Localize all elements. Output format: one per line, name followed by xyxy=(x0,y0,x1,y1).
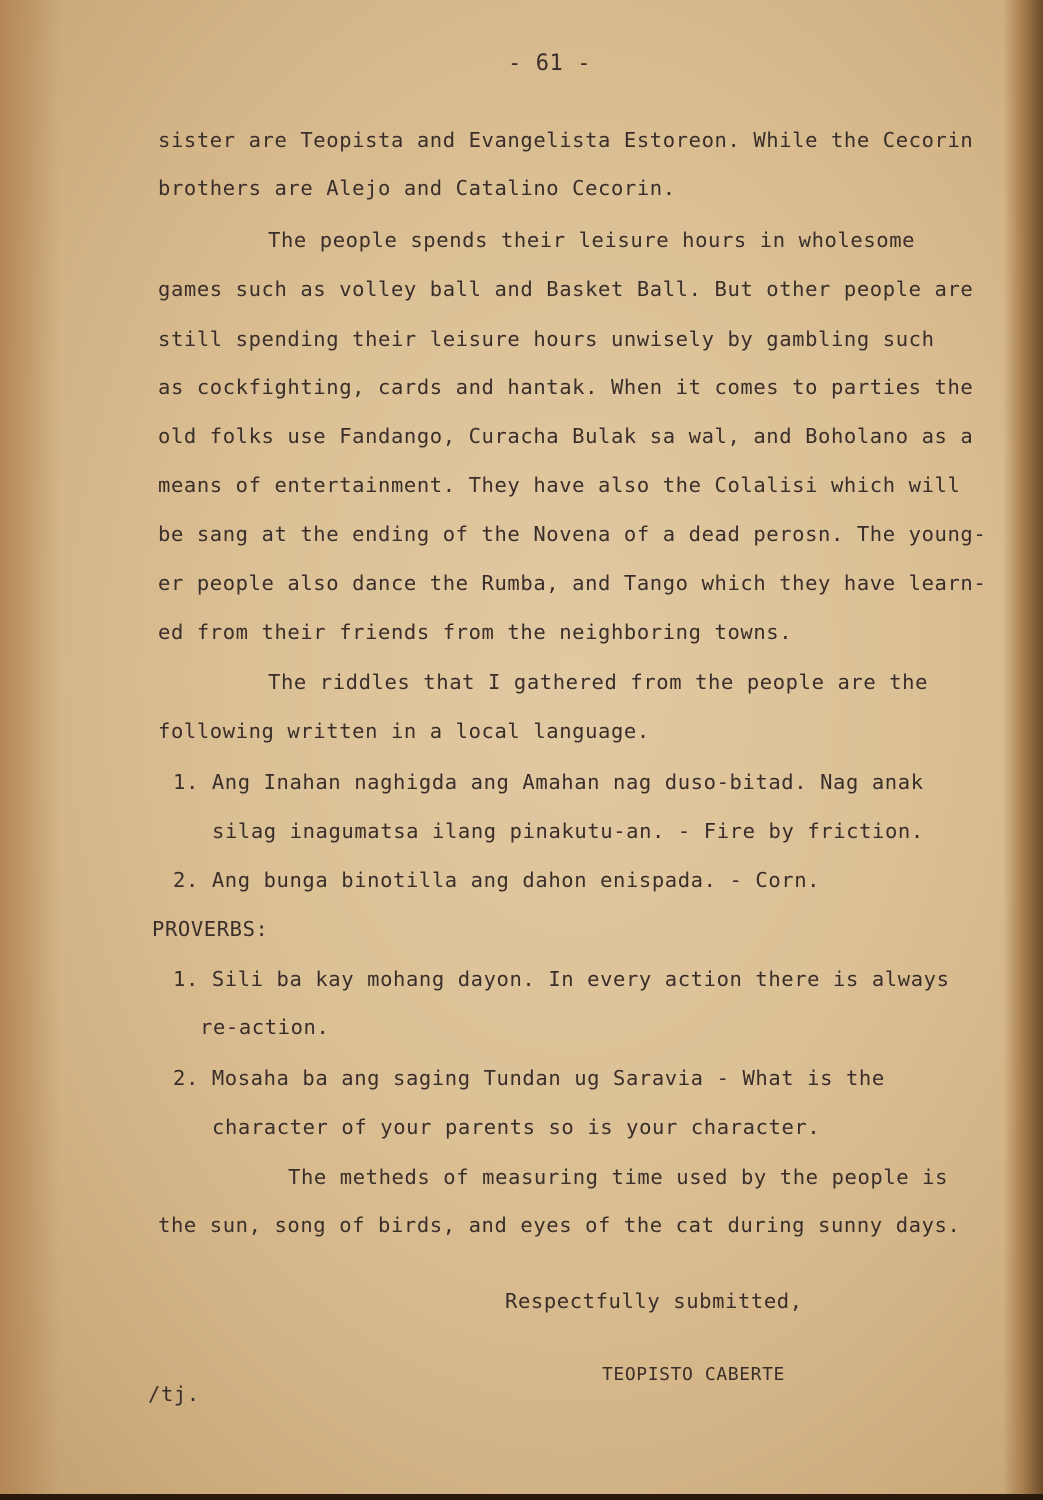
paragraph-line: brothers are Alejo and Catalino Cecorin. xyxy=(158,176,676,200)
paragraph-line: ed from their friends from the neighboring towns. xyxy=(158,620,793,644)
paragraph-line: games such as volley ball and Basket Ball. But other people are xyxy=(158,277,974,301)
proverb-item-continuation: character of your parents so is your character. xyxy=(212,1115,821,1139)
paragraph-line: The people spends their leisure hours in wholesome xyxy=(268,228,916,252)
paragraph-line: The metheds of measuring time used by the people is xyxy=(288,1165,949,1189)
page-bottom-edge xyxy=(0,1494,1043,1500)
paragraph-line: means of entertainment. They have also the Colalisi which will xyxy=(158,473,961,497)
proverb-item: 1. Sili ba kay mohang dayon. In every action there is always xyxy=(173,967,950,991)
paragraph-line: as cockfighting, cards and hantak. When it comes to parties the xyxy=(158,375,974,399)
paragraph-line: the sun, song of birds, and eyes of the cat during sunny days. xyxy=(158,1213,961,1237)
paragraph-line: er people also dance the Rumba, and Tango which they have learn- xyxy=(158,571,987,595)
paragraph-line: following written in a local language. xyxy=(158,719,650,743)
signature-name: TEOPISTO CABERTE xyxy=(602,1364,785,1385)
page-number: - 61 - xyxy=(508,51,592,76)
paragraph-line: old folks use Fandango, Curacha Bulak sa wal, and Boholano as a xyxy=(158,424,974,448)
closing-line: Respectfully submitted, xyxy=(505,1289,803,1313)
proverb-item-continuation: re-action. xyxy=(200,1015,330,1039)
paragraph-line: The riddles that I gathered from the people are the xyxy=(268,670,929,694)
riddle-item: 2. Ang bunga binotilla ang dahon enispada. - Corn. xyxy=(173,868,821,892)
proverbs-heading: PROVERBS: xyxy=(152,917,269,941)
riddle-item-continuation: silag inagumatsa ilang pinakutu-an. - Fire by friction. xyxy=(212,819,924,843)
proverb-item: 2. Mosaha ba ang saging Tundan ug Saravia - What is the xyxy=(173,1066,885,1090)
binding-edge xyxy=(1003,0,1043,1500)
typist-initials: /tj. xyxy=(148,1382,200,1406)
riddle-item: 1. Ang Inahan naghigda ang Amahan nag duso-bitad. Nag anak xyxy=(173,770,924,794)
page-shadow-left xyxy=(0,0,60,1500)
paragraph-line: still spending their leisure hours unwisely by gambling such xyxy=(158,327,935,351)
paragraph-line: be sang at the ending of the Novena of a dead perosn. The young- xyxy=(158,522,987,546)
paragraph-line: sister are Teopista and Evangelista Estoreon. While the Cecorin xyxy=(158,128,974,152)
